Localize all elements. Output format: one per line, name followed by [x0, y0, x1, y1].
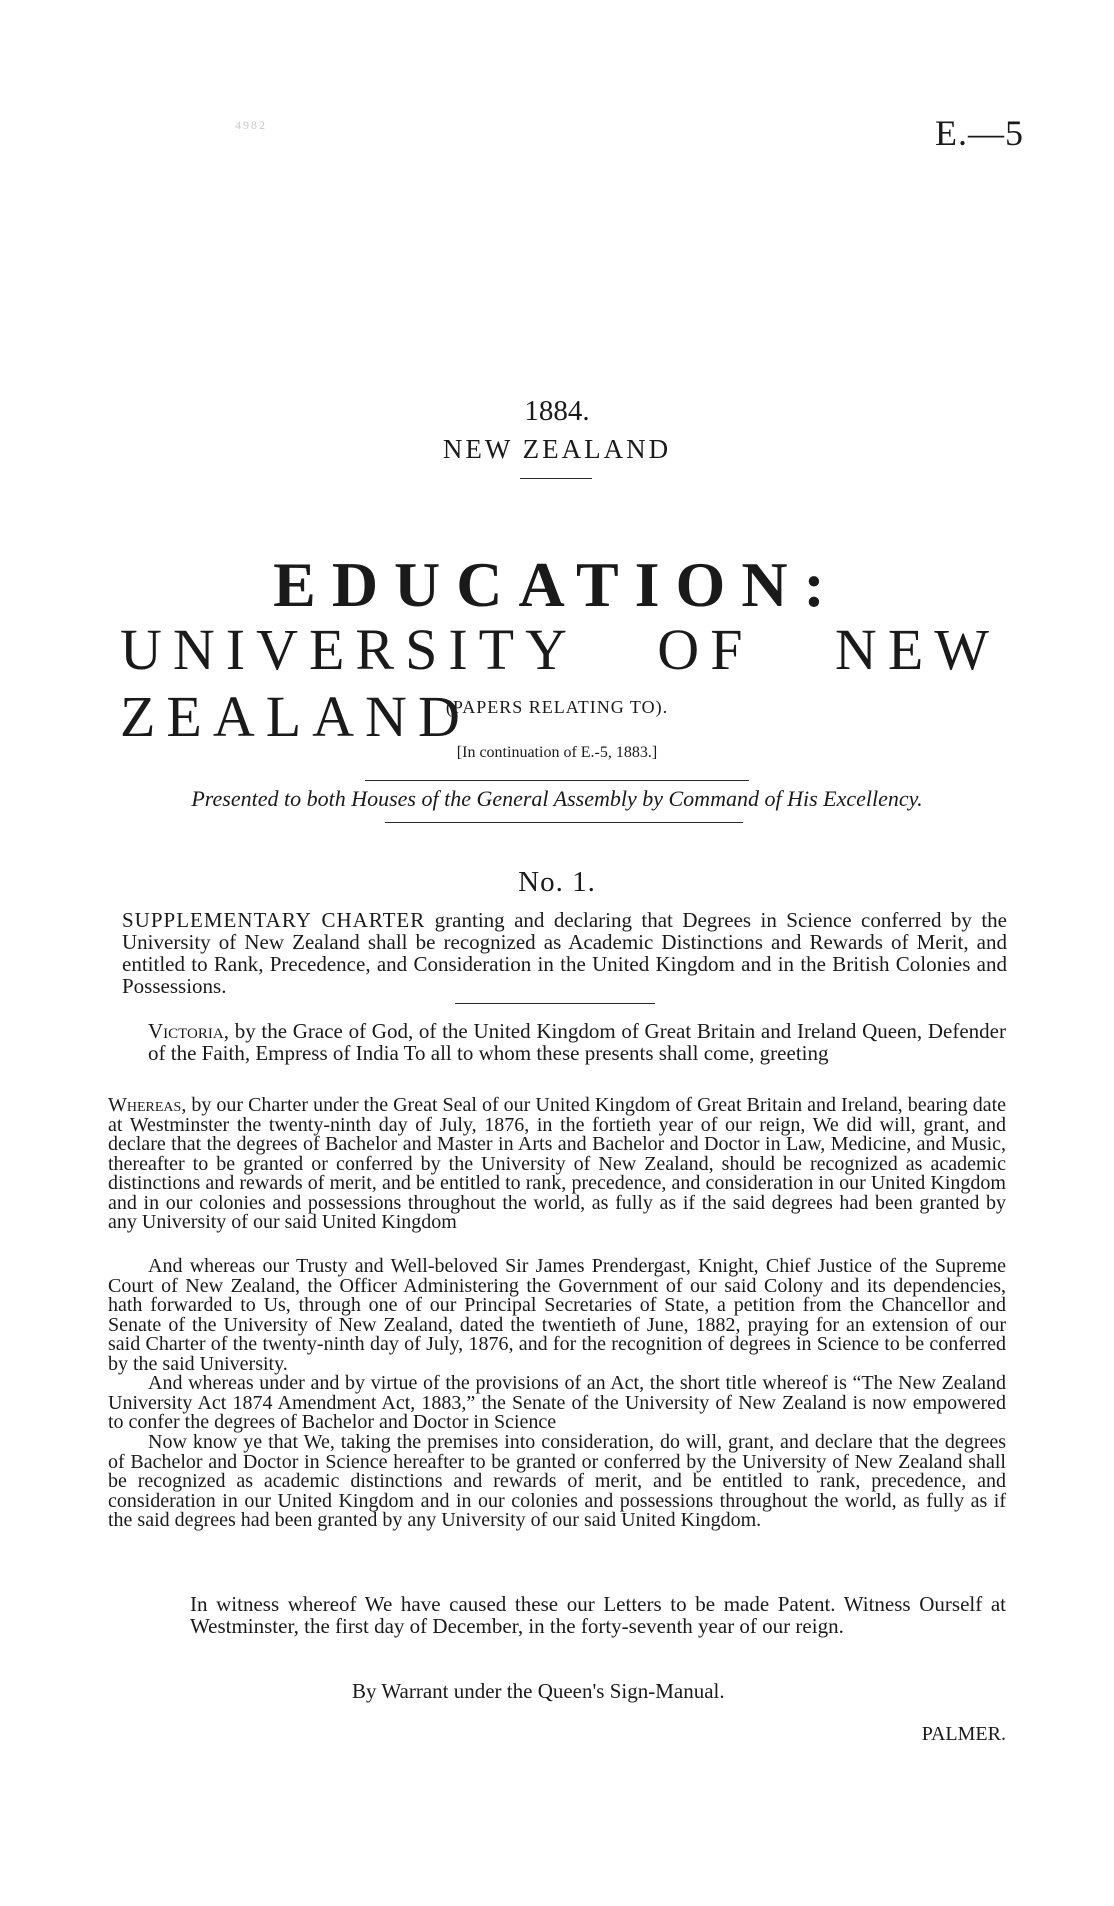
- continuation-note: [In continuation of E.-5, 1883.]: [456, 744, 658, 761]
- victoria-greeting: [148, 1020, 1006, 1064]
- charter-heading: [122, 909, 1007, 997]
- witness-clause: In witness whereof We have caused these our Letters to be made Patent. Witness Ourself at Westminster, the first day of December, in the forty-seventh year of our reign.: [190, 1592, 1006, 1638]
- victoria-text: by the Grace of God, of the United Kingdom of Great Britain and Ireland Queen, Defender of the Faith, Empress of India To all to whom these presents shall come, greeting: [148, 1019, 1006, 1065]
- document-year: 1884.: [524, 395, 590, 427]
- whereas-paragraph: [108, 1096, 1006, 1233]
- main-title-line-2: UNIVERSITY OF NEW ZEALAND: [120, 617, 1000, 749]
- page-reference: E.—5: [935, 113, 1024, 153]
- warrant-line: By Warrant under the Queen's Sign-Manual.: [352, 1679, 725, 1703]
- declaration-paragraph: Now know ye that We, taking the premises into consideration, do will, grant, and declare that the degrees of Bachelor and Doctor in Science hereafter to be granted or conferred by the University of New Zealand shall be recognized as academic distinctions and rewards of merit, and be entitled to rank, precedence, and consideration in our United Kingdom and in our colonies and possessions throughout the world, as fully as if the said degrees had been granted by any University of our said United Kingdom.: [108, 1431, 1006, 1531]
- section-divider: [455, 1003, 655, 1004]
- petition-paragraph: And whereas our Trusty and Well-beloved Sir James Prendergast, Knight, Chief Justice of the Supreme Court of New Zealand, the Officer Administering the Government of our said Colony and its dependencies, hath forwarded to Us, through one of our Principal Secretaries of State, a petition from the Chancellor and Senate of the University of New Zealand, dated the twentieth of June, 1882, praying for an extension of our said Charter of the twenty-ninth day of July, 1876, and for the recognition of degrees in Science to be conferred by the said University.: [108, 1255, 1006, 1375]
- presented-rule-bottom: [385, 822, 743, 823]
- faint-archive-mark: 4982: [235, 118, 267, 132]
- presented-rule-top: [365, 780, 749, 781]
- charter-heading-lead: SUPPLEMENTARY CHARTER: [122, 908, 426, 932]
- country-heading: NEW ZEALAND: [442, 434, 672, 464]
- charter-heading-text: granting and declaring that Degrees in Science conferred by the University of New Zealand shall be recognized as Academic Distinctions and Rewards of Merit, and entitled to Rank, Precedence, and Consideration in the United Kingdom and in the British Colonies and Possessions.: [122, 908, 1007, 998]
- act-paragraph: And whereas under and by virtue of the provisions of an Act, the short title whereof is “The New Zealand University Act 1874 Amendment Act, 1883,” the Senate of the University of New Zealand is now empowered to confer the degrees of Bachelor and Doctor in Science: [108, 1372, 1006, 1433]
- whereas-word: Whereas,: [108, 1094, 187, 1116]
- document-number: No. 1.: [518, 866, 596, 898]
- whereas-text: by our Charter under the Great Seal of our United Kingdom of Great Britain and Ireland, bearing date at Westminster the twenty-ninth day of July, 1876, in the fortieth year of our reign, We did will, grant, and declare that the degrees of Bachelor and Master in Arts and Bachelor and Doctor in Law, Medicine, and Music, thereafter to be granted or conferred by the University of New Zealand, should be recognized as academic distinctions and rewards of merit, and be entitled to rank, precedence, and consideration in our United Kingdom and in our colonies and possessions throughout the world, as fully as if the said degrees had been granted by any University of our said United Kingdom: [108, 1094, 1006, 1233]
- signature: PALMER.: [921, 1723, 1006, 1745]
- short-divider: [520, 478, 592, 479]
- presented-line: Presented to both Houses of the General Assembly by Command of His Excellency.: [191, 786, 923, 811]
- victoria-word: Victoria,: [148, 1019, 229, 1043]
- main-title: EDUCATION:: [273, 549, 841, 620]
- subtitle: (PAPERS RELATING TO).: [445, 697, 669, 717]
